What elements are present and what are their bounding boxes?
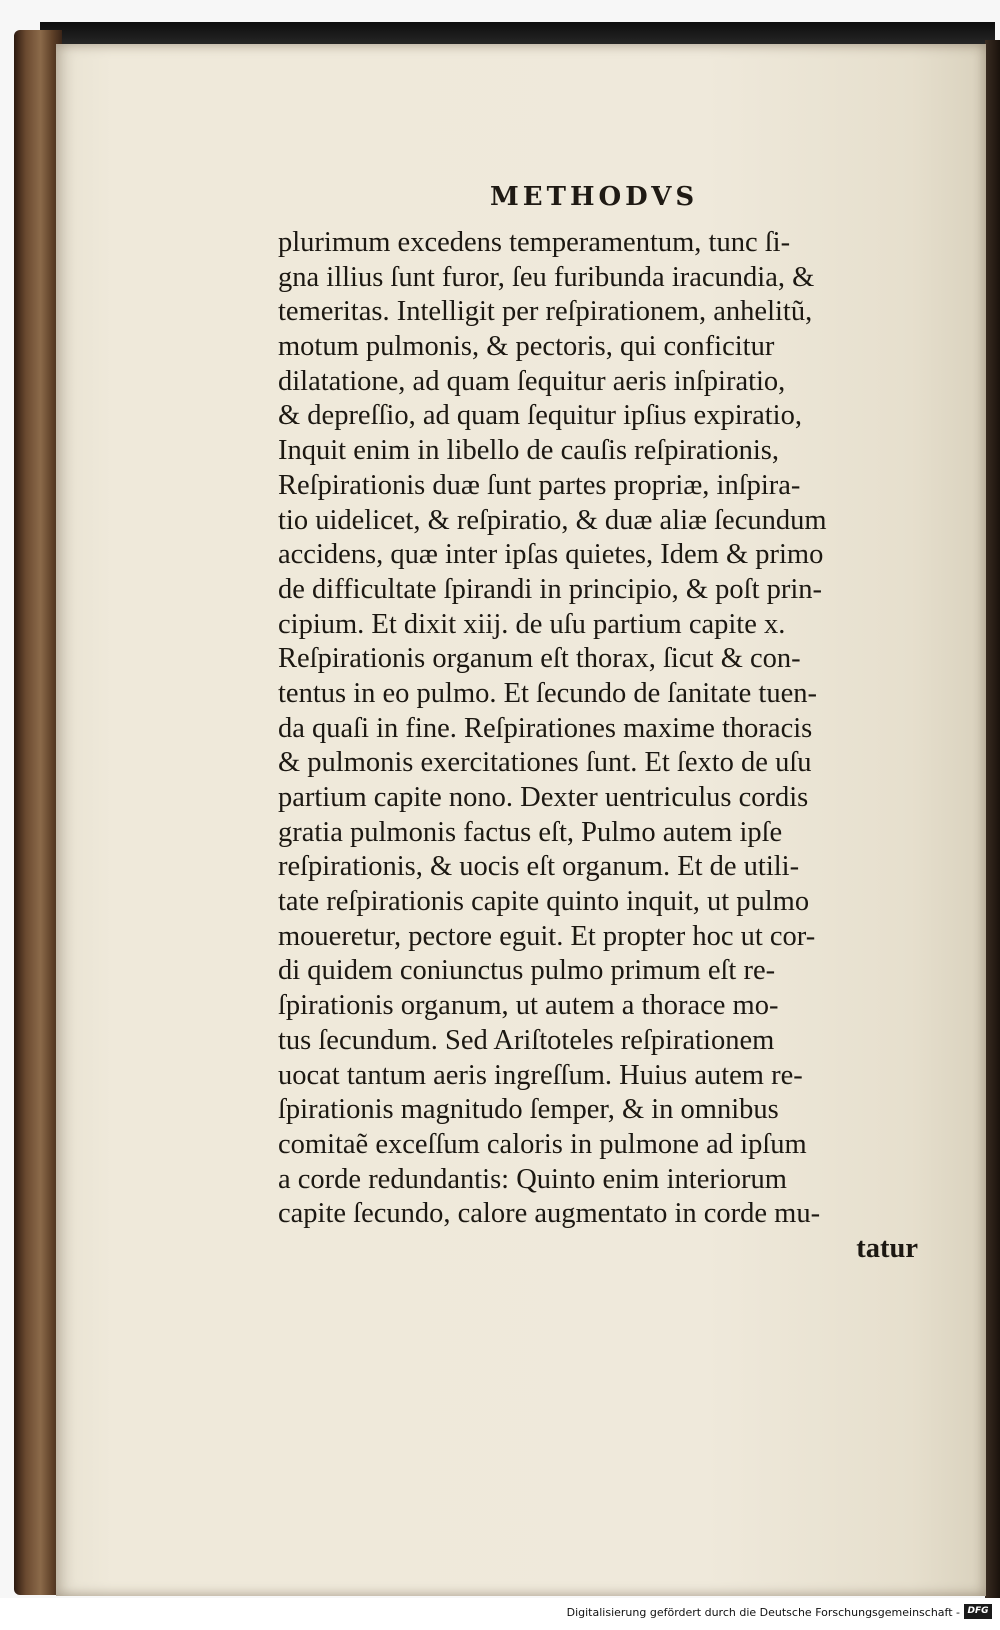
text-line: Reſpirationis organum eſt thorax, ſicut & con- (278, 643, 801, 675)
text-line: reſpirationis, & uocis eſt organum. Et de utili- (278, 851, 800, 883)
text-line: di quidem coniunctus pulmo primum eſt re- (278, 955, 776, 987)
text-line: accidens, quæ inter ipſas quietes, Idem & primo (278, 539, 824, 571)
text-line: ſpirationis organum, ut autem a thorace mo- (278, 990, 779, 1022)
text-line: & pulmonis exercitationes ſunt. Et ſexto de uſu (278, 747, 812, 779)
text-line: tentus in eo pulmo. Et ſecundo de ſanitate tuen- (278, 677, 817, 709)
text-line: cipium. Et dixit xiij. de uſu partium capite x. (278, 608, 786, 640)
text-line: dilatatione, ad quam ſequitur aeris inſpiratio, (278, 365, 786, 397)
funding-credit: Digitalisierung gefördert durch die Deutsche Forschungsgemeinschaft - (566, 1606, 960, 1619)
text-line: tus ſecundum. Sed Ariſtoteles reſpirationem (278, 1024, 775, 1056)
text-line: Inquit enim in libello de cauſis reſpirationis, (278, 435, 780, 467)
page-text (278, 226, 978, 1267)
text-line: moueretur, pectore eguit. Et propter hoc ut cor- (278, 920, 816, 952)
text-line: temeritas. Intelligit per reſpirationem, anhelitũ, (278, 296, 813, 328)
text-line: tio uidelicet, & reſpiratio, & duæ aliæ ſecundum (278, 504, 827, 536)
text-line: plurimum excedens temperamentum, tunc ſi- (278, 227, 791, 258)
book-spine-edge (14, 30, 62, 1595)
text-line: gna illius ſunt furor, ſeu furibunda iracundia, & (278, 261, 815, 293)
text-line: comitaẽ exceſſum caloris in pulmone ad ipſum (278, 1128, 807, 1160)
text-line: tate reſpirationis capite quinto inquit, ut pulmo (278, 886, 810, 918)
text-line: de difficultate ſpirandi in principio, & poſt prin- (278, 573, 823, 605)
text-line: capite ſecundo, calore augmentato in corde mu- (278, 1198, 821, 1230)
text-line: gratia pulmonis factus eſt, Pulmo autem ipſe (278, 816, 783, 848)
text-line: motum pulmonis, & pectoris, qui conficitur (278, 331, 775, 363)
book-right-edge (985, 40, 1000, 1600)
text-line: ſpirationis magnitudo ſemper, & in omnibus (278, 1094, 779, 1126)
text-line: a corde redundantis: Quinto enim interiorum (278, 1163, 787, 1195)
text-line: partium capite nono. Dexter uentriculus cordis (278, 782, 809, 813)
catchword: tatur (856, 1232, 918, 1264)
text-line: & depreſſio, ad quam ſequitur ipſius expiratio, (278, 400, 802, 432)
running-head: METHODVS (490, 182, 699, 212)
text-line: da quaſi in fine. Reſpirationes maxime thoracis (278, 712, 813, 744)
text-line: Reſpirationis duæ ſunt partes propriæ, inſpira- (278, 469, 801, 501)
text-line: uocat tantum aeris ingreſſum. Huius autem re- (278, 1059, 803, 1091)
dfg-logo: DFG (964, 1604, 992, 1619)
